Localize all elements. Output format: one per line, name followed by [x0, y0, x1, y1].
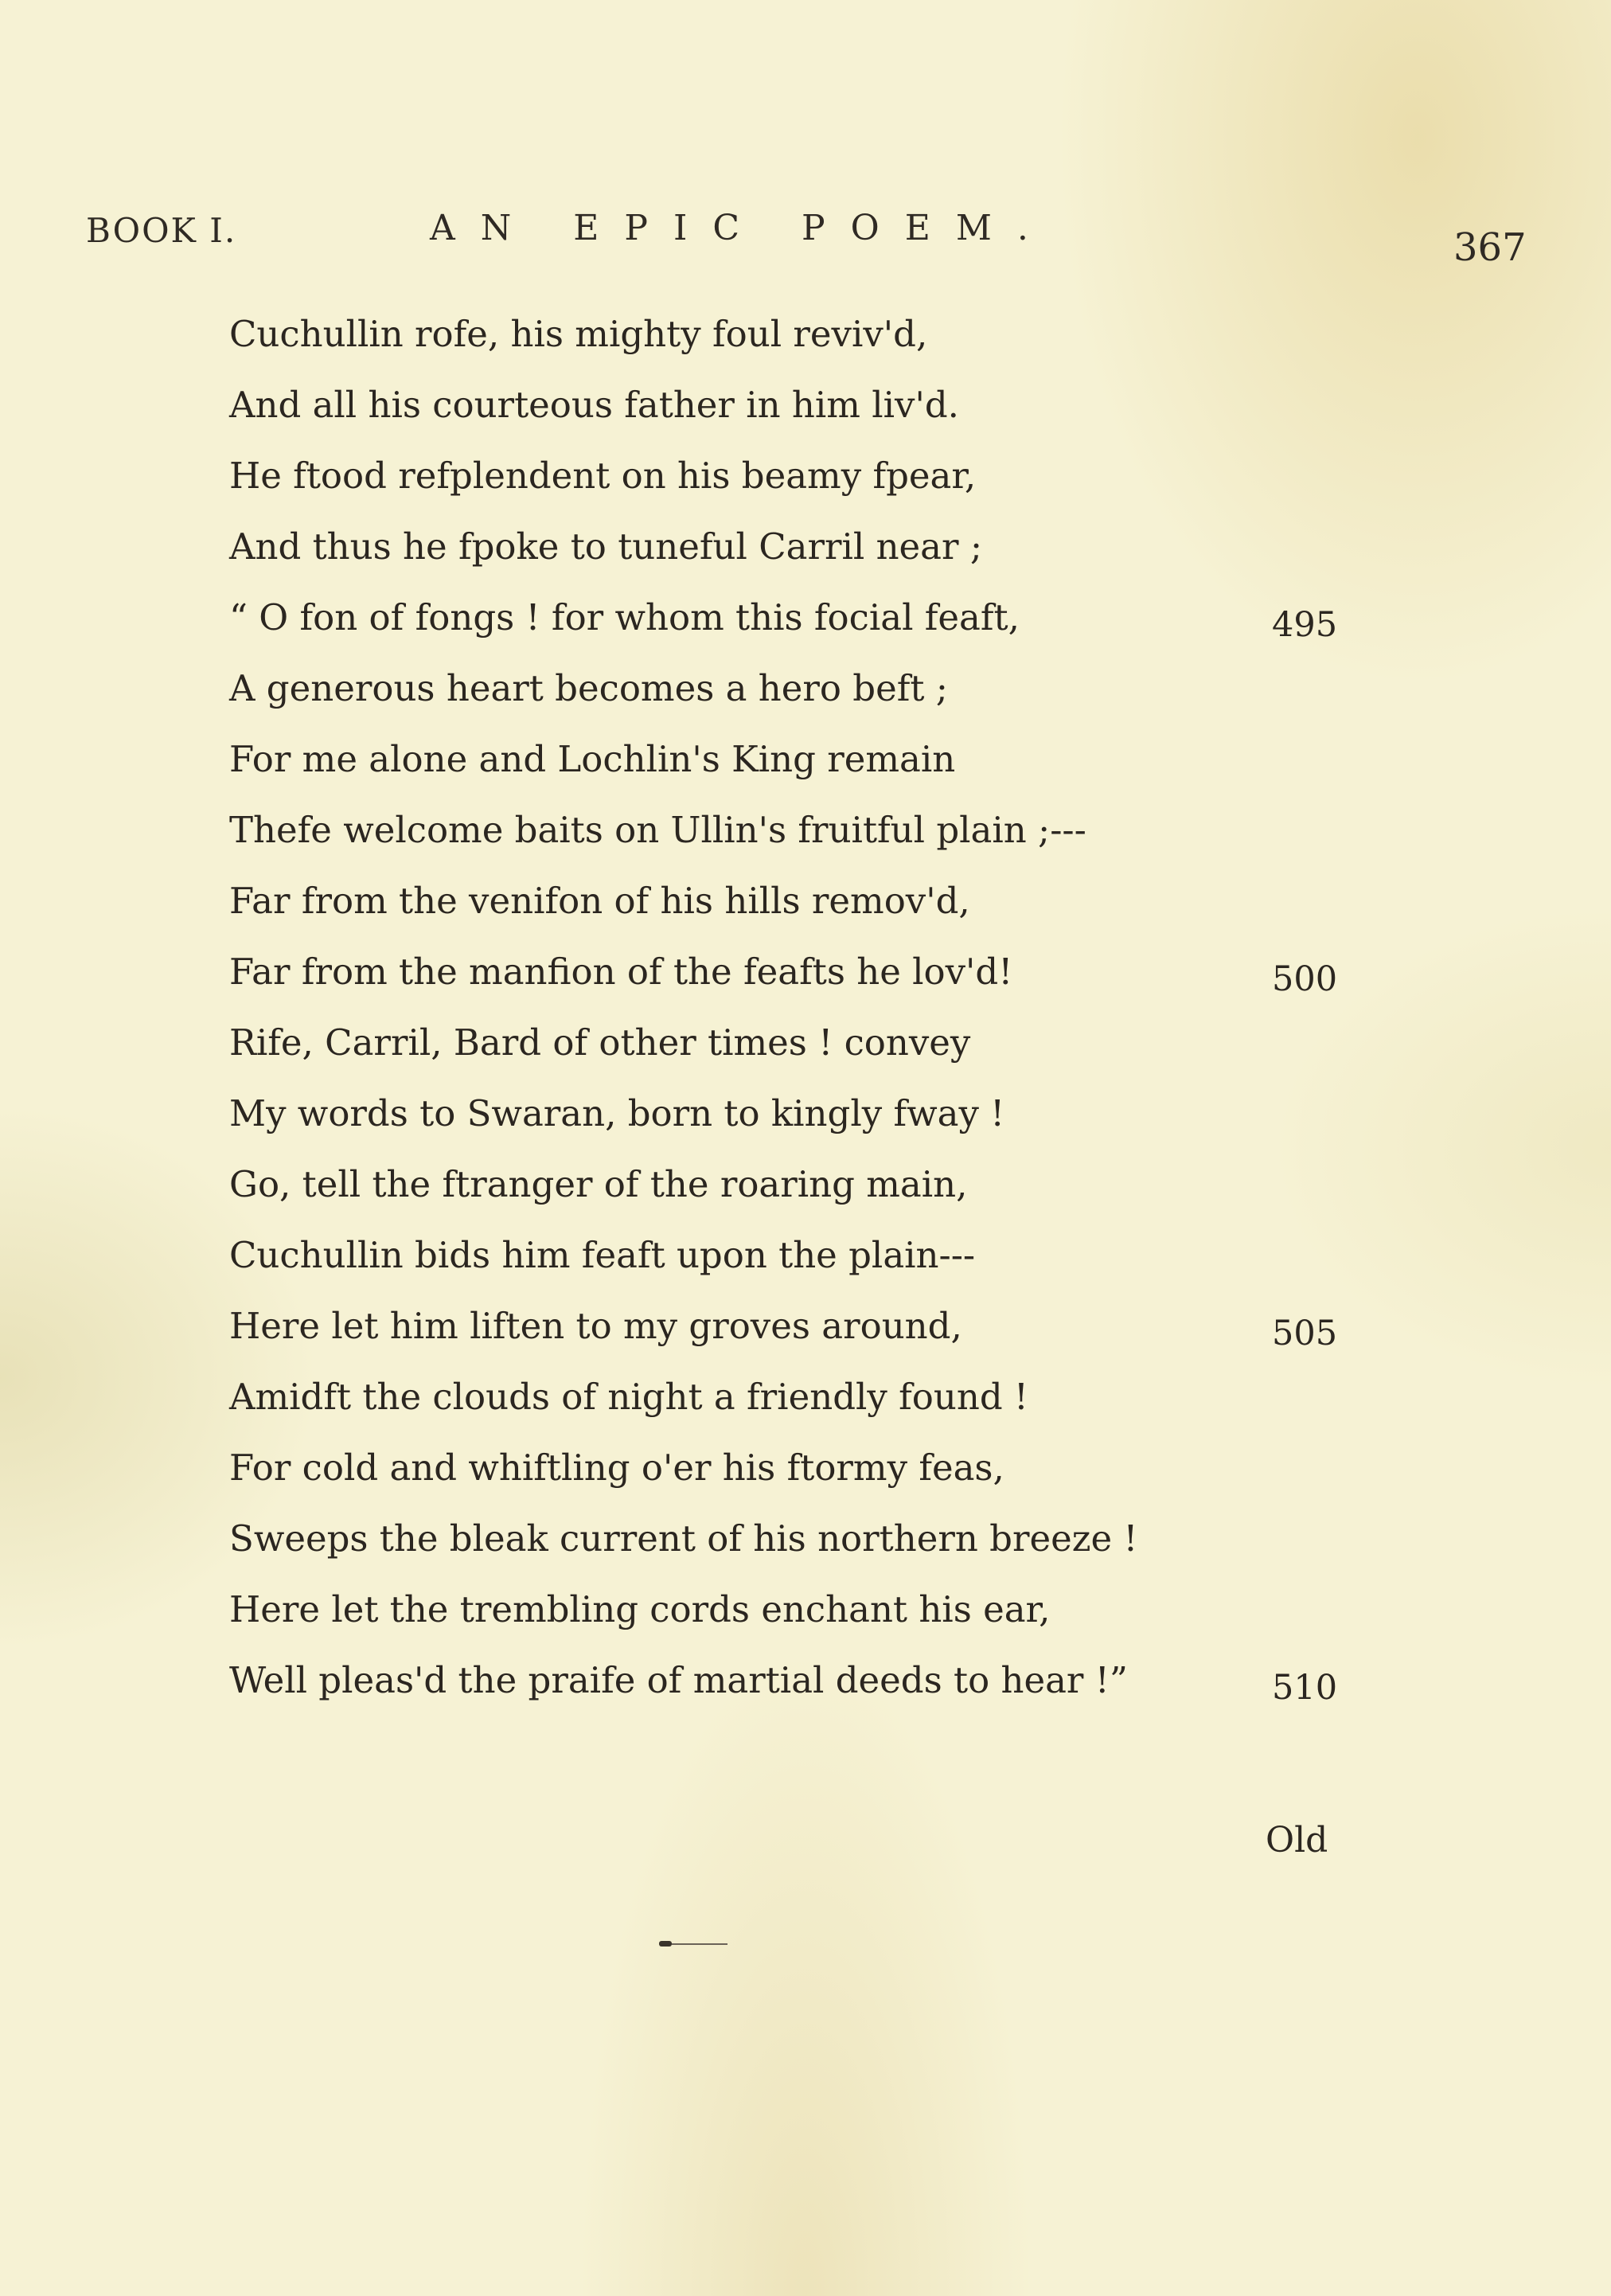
line-text: My words to Swaran, born to kingly fway !	[229, 1092, 1005, 1134]
verse-line	[229, 865, 1137, 936]
line-text: Sweeps the bleak current of his northern breeze !	[229, 1517, 1138, 1560]
line-number: 500	[1272, 959, 1338, 999]
verse-line	[229, 1007, 1137, 1078]
line-text: Far from the venifon of his hills remov'd,	[229, 880, 970, 922]
poem-title: AN EPIC POEM.	[430, 208, 1054, 248]
line-text: And thus he fpoke to tuneful Carril near ;	[229, 525, 982, 568]
line-text: And all his courteous father in him liv'd.	[229, 384, 959, 426]
book-label: BOOK I.	[86, 211, 237, 250]
line-text: Thefe welcome baits on Ullin's fruitful plain ;---	[229, 809, 1086, 851]
verse-line	[229, 1361, 1137, 1432]
verse-line	[229, 1574, 1137, 1645]
line-number: 495	[1272, 605, 1338, 645]
line-text: Amidft the clouds of night a friendly found !	[229, 1376, 1029, 1418]
verse-line	[229, 1432, 1137, 1503]
line-text: For cold and whiftling o'er his ftormy feas,	[229, 1447, 1004, 1489]
line-text: Well pleas'd the praife of martial deeds to hear !”	[229, 1659, 1128, 1701]
ornament-rule	[659, 1941, 727, 1946]
running-head	[0, 203, 1611, 270]
line-text: Rife, Carril, Bard of other times ! convey	[229, 1021, 971, 1064]
catchword: Old	[1266, 1820, 1328, 1861]
verse-line	[229, 440, 1137, 511]
verse-line	[229, 369, 1137, 440]
line-text: Cuchullin rofe, his mighty foul reviv'd,	[229, 313, 928, 355]
verse-line	[229, 724, 1137, 795]
line-text: Cuchullin bids him feaft upon the plain---	[229, 1234, 976, 1276]
verse-line	[229, 1078, 1137, 1149]
verse-block	[229, 299, 1338, 1716]
page-number: 367	[1453, 225, 1527, 270]
verse-line	[229, 1220, 1137, 1291]
verse-line	[229, 1645, 1338, 1716]
line-text: “ O fon of fongs ! for whom this focial feaft,	[229, 596, 1020, 638]
line-number: 505	[1272, 1314, 1338, 1353]
verse-line	[229, 299, 1137, 369]
verse-line	[229, 936, 1338, 1007]
line-text: A generous heart becomes a hero beft ;	[229, 667, 948, 709]
line-number: 510	[1272, 1668, 1338, 1708]
verse-line	[229, 653, 1137, 724]
verse-line	[229, 1503, 1137, 1574]
verse-line	[229, 1291, 1338, 1361]
verse-line	[229, 1149, 1137, 1220]
verse-line	[229, 582, 1338, 653]
line-text: He ftood refplendent on his beamy fpear,	[229, 455, 977, 497]
line-text: For me alone and Lochlin's King remain	[229, 738, 956, 780]
verse-line	[229, 511, 1137, 582]
line-text: Far from the manfion of the feafts he lov'd!	[229, 951, 1013, 993]
line-text: Here let the trembling cords enchant his ear,	[229, 1588, 1051, 1630]
verse-line	[229, 795, 1137, 865]
line-text: Go, tell the ftranger of the roaring main,	[229, 1163, 968, 1205]
line-text: Here let him liften to my groves around,	[229, 1305, 962, 1347]
